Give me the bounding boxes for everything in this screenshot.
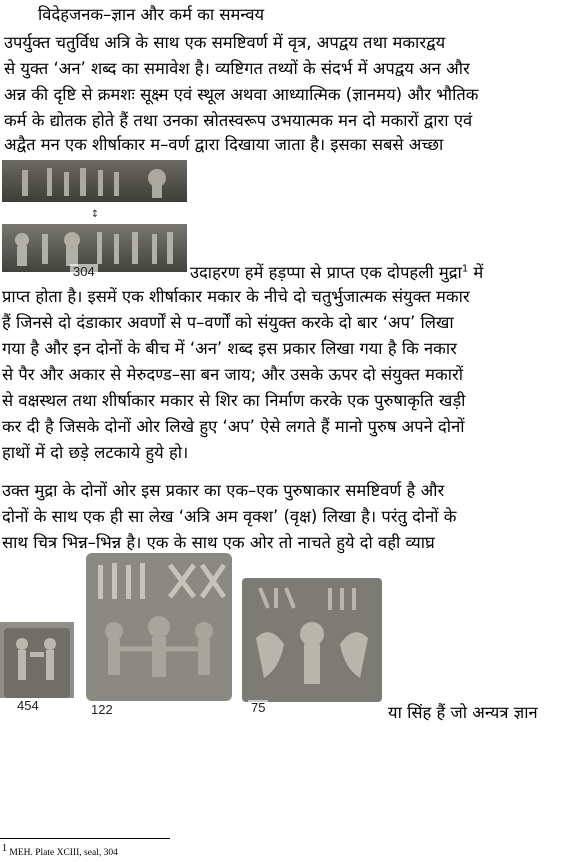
seal-122-label: 122 xyxy=(88,702,116,717)
seal-75-photo xyxy=(240,578,384,718)
page-heading: विदेहजनक–ज्ञान और कर्म का समन्वय xyxy=(38,5,265,24)
seal-454-label: 454 xyxy=(14,698,42,713)
seal-304-label: 304 xyxy=(70,264,98,279)
text-line: से वक्षस्थल तथा शीर्षाकार मकार से शिर का निर्माण करके एक पुरुषाकृति खड़ी xyxy=(2,391,466,410)
text-line: उपर्युक्त चतुर्विध अत्रि के साथ एक समष्टिवर्ण में वृत्र, अपद्वय तथा मकारद्वय xyxy=(4,33,446,52)
text-line: उक्त मुद्रा के दोनों ओर इस प्रकार का एक–एक पुरुषाकार समष्टिवर्ण है और xyxy=(2,481,445,500)
text-line: कर्म के द्योतक होते हैं तथा उनका स्रोतस्वरूप उभयात्मक मन दो मकारों द्वारा एवं xyxy=(4,111,473,130)
text-line: से पैर और अकार से मेरुदण्ड–सा बन जाय; और उसके ऊपर दो संयुक्त मकारों xyxy=(2,365,464,384)
footnote-divider xyxy=(0,838,170,839)
text-line: अद्वैत मन एक शीर्षाकार म–वर्ण द्वारा दिखाया जाता है। इसका सबसे अच्छा xyxy=(4,135,444,154)
seal-75-image xyxy=(240,578,384,718)
text-line: हैं जिनसे दो दंडाकार अवर्णों से प–वर्णों को संयुक्त करके दो बार ‘अप’ लिखा xyxy=(2,313,454,332)
text-line: साथ चित्र भिन्न–भिन्न है। एक के साथ एक ओर तो नाचते हुये दो वही व्याघ्र xyxy=(2,533,435,552)
text-line: गया है और इन दोनों के बीच में ‘अन’ शब्द इस प्रकार लिखा गया है कि नकार xyxy=(2,339,457,358)
footnote-number: 1 xyxy=(2,842,7,854)
seal-75-label: 75 xyxy=(248,700,268,715)
footnote-marker[interactable]: 1 xyxy=(461,263,469,275)
paragraph-2-start: उदाहरण हमें हड़प्पा से प्राप्त एक दोपहली मुद्रा xyxy=(190,263,462,282)
seal-304-image xyxy=(2,160,187,282)
text-line: हाथों में दो छड़े लटकाये हुये हो। xyxy=(2,443,189,462)
text-line: कर दी है जिसके दोनों ओर लिखे हुए ‘अप’ ऐसे लगते हैं मानो पुरुष अपने दोनों xyxy=(2,417,465,436)
text-line: से युक्त ‘अन’ शब्द का समावेश है। व्यष्टिगत तथ्यों के संदर्भ में अपद्वय अन और xyxy=(4,59,470,78)
footnote-text: MEH. Plate XCIII, seal, 304 xyxy=(9,848,118,858)
text-line xyxy=(190,262,483,284)
text-line: दोनों के साथ एक ही सा लेख ‘अत्रि अम वृक्श’ (वृक्ष) लिखा है। परंतु दोनों के xyxy=(2,507,457,526)
seal-454-image xyxy=(0,622,74,718)
paragraph-3-tail: या सिंह हैं जो अन्यत्र ज्ञान xyxy=(388,703,538,722)
text-line: अन्न की दृष्टि से क्रमशः सूक्ष्म एवं स्थूल अथवा आध्यात्मिक (ज्ञानमय) और भौतिक xyxy=(4,85,479,104)
text-line: प्राप्त होता है। इसमें एक शीर्षाकार मकार के नीचे दो चतुर्भुजात्मक संयुक्त मकार xyxy=(2,287,470,306)
svg-text:↕: ↕ xyxy=(90,209,100,220)
paragraph-2-start-end: में xyxy=(468,263,484,282)
seal-122-image xyxy=(84,553,234,718)
footnote xyxy=(2,842,118,858)
seal-122-photo xyxy=(84,553,234,718)
